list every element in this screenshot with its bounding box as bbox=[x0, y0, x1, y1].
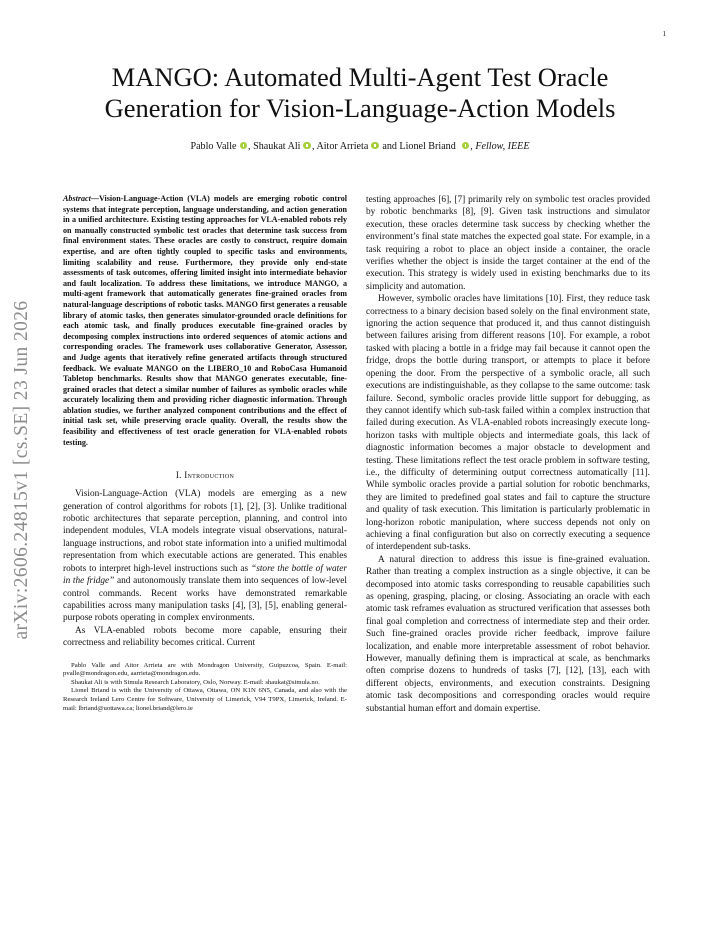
author-name: Pablo Valle bbox=[190, 141, 237, 152]
page-number: 1 bbox=[662, 30, 666, 38]
footnote: Lionel Briand is with the University of Ottawa, Ottawa, ON K1N 6N5, Canada, and also with the Research Ireland Lero Centre for Software, University of Limerick, V94 T9PX, Limerick, Ireland. E-mail: lbriand@uottawa.ca; lionel.briand@lero.ie bbox=[63, 687, 347, 712]
orcid-icon[interactable] bbox=[303, 142, 311, 150]
paragraph: However, symbolic oracles have limitations [10]. First, they reduce task correctness to a binary decision based solely on the final environment state, ignoring the action sequence that produced it, and thus cannot distinguish between failures arising from different reasons [10]. For example, a robot tasked with placing a bottle in a fridge may fail because it cannot open the fridge, drops the bottle during transport, or attempts to place it before opening the door. From the perspective of a symbolic oracle, all such executions are indistinguishable, as they collapse to the same outcome: task failure. Second, symbolic oracles provide little support for debugging, as they cannot identify which sub-task failed within a complex instruction that failed during execution. As VLA-enabled robots increasingly execute long-horizon tasks with multiple objects and intermediate goals, this lack of diagnostic information becomes a major obstacle to development and testing. These limitations reflect the test oracle problem in software testing, i.e., the difficulty of determining output correctness automatically [11]. While symbolic oracles provide a partial solution for robotic benchmarks, they are limited to predefined goal states and fail to capture the structure and quality of task execution. This limitation is particularly problematic in long-horizon robotic manipulation, where success depends not only on achieving a final configuration but also on correctly executing a sequence of interdependent sub-tasks. bbox=[366, 294, 650, 553]
arxiv-identifier[interactable]: arXiv:2606.24815v1 [cs.SE] 23 Jun 2026 bbox=[11, 300, 32, 640]
abstract bbox=[63, 194, 347, 448]
paragraph-text: and autonomously translate them into sequences of low-level control commands. Recent works have demonstrated remarkable capabilities across many manipulation tasks [4], [3], [5], enabling general-purpose robots operating in complex environments. bbox=[63, 576, 347, 624]
paper-title bbox=[60, 62, 660, 124]
paragraph bbox=[63, 488, 347, 624]
footnote: Pablo Valle and Aitor Arrieta are with Mondragon University, Guipuzcoa, Spain. E-mail: pvalle@mondragon.edu, aarrieta@mondragon.edu. bbox=[63, 661, 347, 678]
left-column bbox=[63, 194, 347, 713]
abstract-lead: Abstract bbox=[63, 194, 91, 203]
title-line-1: MANGO: Automated Multi-Agent Test Oracle bbox=[111, 62, 609, 92]
author-suffix: , Fellow, IEEE bbox=[470, 141, 530, 152]
section-heading-introduction: I. Introduction bbox=[175, 470, 235, 481]
author-footnotes bbox=[63, 662, 347, 714]
paragraph: As VLA-enabled robots become more capable, ensuring their correctness and reliability becomes critical. Current bbox=[63, 625, 347, 649]
author-name: and Lionel Briand bbox=[379, 141, 456, 152]
introduction-left bbox=[63, 488, 347, 649]
orcid-icon[interactable] bbox=[371, 142, 379, 150]
author-name: , Shaukat Ali bbox=[248, 141, 301, 152]
orcid-icon[interactable] bbox=[462, 142, 470, 150]
paragraph: testing approaches [6], [7] primarily rely on symbolic test oracles provided by robotic benchmarks [8], [9]. Given task instructions and simulator execution, these oracles determine task success by checking whether the environment’s final state matches the expected goal state. For example, in a task requiring a robot to place an object inside a container, the oracle verifies whether the object is inside the target container at the end of the execution. This strategy is widely used in existing benchmarks due to its simplicity and automation. bbox=[366, 195, 650, 292]
orcid-icon[interactable] bbox=[240, 142, 248, 150]
paragraph: A natural direction to address this issue is fine-grained evaluation. Rather than treating a complex instruction as a single objective, it can be decomposed into atomic tasks corresponding to reusable capabilities such as opening, grasping, placing, or closing. Associating an oracle with each atomic task reframes evaluation as structured verification that assesses both final goal completion and correctness of intermediate step and their order. Such fine-grained oracles provide richer feedback, improve failure localization, and enable more interpretable assessment of robot behavior. However, manually defining them is impractical at scale, as benchmarks often comprise dozens to hundreds of tasks [7], [12], [13], each with different objects, environments, and execution constraints. Designing atomic task decompositions and corresponding oracles would require substantial human effort and domain expertise. bbox=[366, 554, 650, 714]
right-column bbox=[366, 194, 650, 715]
author-list bbox=[60, 141, 660, 152]
footnote: Shaukat Ali is with Simula Research Laboratory, Oslo, Norway. E-mail: shaukat@simula.no. bbox=[71, 678, 320, 686]
abstract-text: —Vision-Language-Action (VLA) models are emerging robotic control systems that integrate perception, language understanding, and action generation in a unified architecture. Existing testing approaches for VLA-enabled robots rely on manually constructed symbolic test oracles that determine task success from final environment states. These oracles are costly to construct, require domain expertise, and are often tightly coupled to specific tasks and environments, limiting scalability and reuse. Furthermore, they provide only end-state assessments of task outcomes, offering limited insight into intermediate behavior and fault localization. To address these limitations, we introduce MANGO, a multi-agent framework that automatically generates fine-grained oracles from natural-language descriptions of robotic tasks. MANGO first generates a reusable library of atomic tasks, then generates simulator-grounded oracle definitions for each atomic task, and finally produces executable fine-grained oracles by decomposing complex instructions into ordered sequences of atomic actions and corresponding oracles. The framework uses collaborative Generator, Assessor, and Judge agents that iteratively refine generated artifacts through structured feedback. We evaluate MANGO on the LIBERO_10 and RoboCasa Humanoid Tabletop benchmarks. Results show that MANGO generates executable, fine-grained oracles that detect a similar number of failures as symbolic oracles while accurately localizing them and providing richer diagnostic information. Through ablation studies, we further analyzed component contributions and the effect of initial task set, while preserving oracle quality. Overall, the results show the feasibility and effectiveness of test oracle generation for VLA-enabled robots testing. bbox=[63, 194, 347, 447]
author-name: , Aitor Arrieta bbox=[311, 141, 369, 152]
title-line-2: Generation for Vision-Language-Action Models bbox=[104, 93, 616, 123]
paragraph-text: Vision-Language-Action (VLA) models are emerging as a new generation of control algorithms for robots [1], [2], [3]. Unlike traditional robotic architectures that separate perception, planning, and control into independent modules, VLA models integrate visual observations, natural-language instructions, and robot state information into a unified multimodal representation from which executable actions are generated. This enables robots to interpret high-level instructions such as bbox=[63, 489, 347, 574]
quoted-instruction: “store the bottle of water in the fridge” bbox=[63, 563, 347, 587]
